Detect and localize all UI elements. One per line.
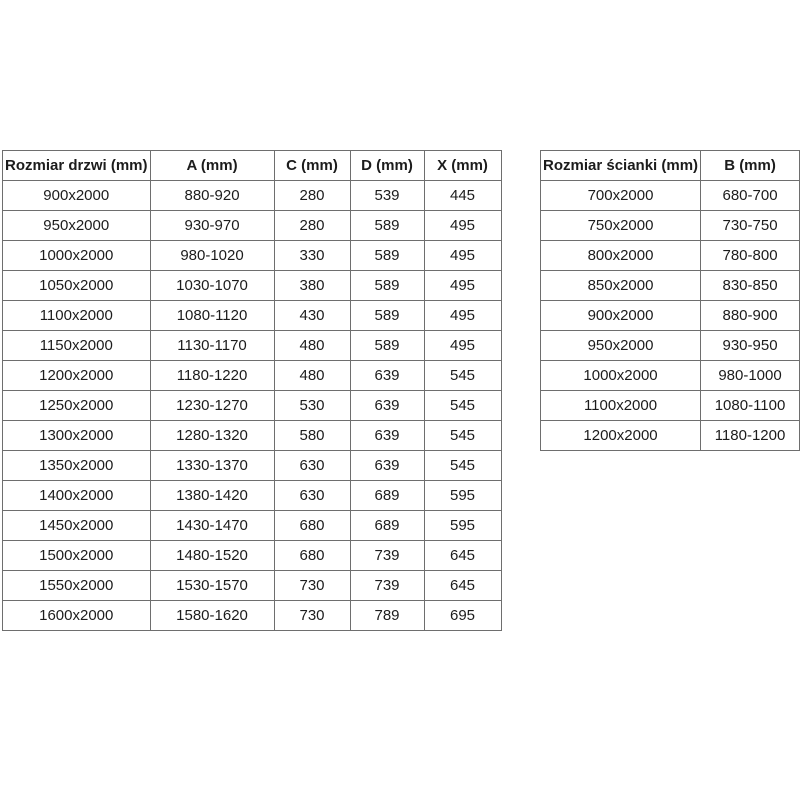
table-cell: 495	[424, 211, 501, 241]
table-row	[541, 391, 800, 421]
table-cell: 445	[424, 181, 501, 211]
table-row	[541, 211, 800, 241]
table-cell: 1050x2000	[3, 271, 151, 301]
table-cell: 280	[274, 181, 350, 211]
table-cell: 800x2000	[541, 241, 701, 271]
table-cell: 589	[350, 271, 424, 301]
table-cell: 430	[274, 301, 350, 331]
table-cell: 930-950	[701, 331, 800, 361]
table-row	[541, 331, 800, 361]
table-cell: 789	[350, 601, 424, 631]
table-cell: 545	[424, 361, 501, 391]
table-cell: 695	[424, 601, 501, 631]
table-cell: 750x2000	[541, 211, 701, 241]
table-row	[3, 571, 502, 601]
table-cell: 950x2000	[541, 331, 701, 361]
table-cell: 850x2000	[541, 271, 701, 301]
table-cell: 1300x2000	[3, 421, 151, 451]
table-cell: 1180-1220	[150, 361, 274, 391]
table-cell: 480	[274, 361, 350, 391]
table-cell: 1000x2000	[3, 241, 151, 271]
table-row	[3, 241, 502, 271]
table-cell: 700x2000	[541, 181, 701, 211]
table-cell: 689	[350, 511, 424, 541]
table-cell: 380	[274, 271, 350, 301]
doors-size-table-container	[2, 150, 502, 631]
table-cell: 480	[274, 331, 350, 361]
column-header-a: A (mm)	[150, 151, 274, 181]
table-cell: 545	[424, 451, 501, 481]
walls-table-body	[541, 181, 800, 451]
table-cell: 1100x2000	[541, 391, 701, 421]
table-cell: 589	[350, 301, 424, 331]
table-cell: 595	[424, 481, 501, 511]
table-cell: 1530-1570	[150, 571, 274, 601]
table-cell: 980-1000	[701, 361, 800, 391]
table-cell: 730-750	[701, 211, 800, 241]
table-row	[3, 361, 502, 391]
table-cell: 495	[424, 331, 501, 361]
table-cell: 880-920	[150, 181, 274, 211]
table-cell: 1450x2000	[3, 511, 151, 541]
table-row	[3, 331, 502, 361]
table-cell: 780-800	[701, 241, 800, 271]
table-cell: 539	[350, 181, 424, 211]
table-cell: 1150x2000	[3, 331, 151, 361]
walls-header-row	[541, 151, 800, 181]
table-cell: 1100x2000	[3, 301, 151, 331]
table-row	[541, 181, 800, 211]
table-cell: 639	[350, 451, 424, 481]
table-cell: 1250x2000	[3, 391, 151, 421]
doors-table-body	[3, 181, 502, 631]
table-row	[3, 271, 502, 301]
walls-size-table	[540, 150, 800, 451]
column-header-door-size: Rozmiar drzwi (mm)	[3, 151, 151, 181]
table-cell: 595	[424, 511, 501, 541]
table-cell: 739	[350, 541, 424, 571]
table-cell: 1180-1200	[701, 421, 800, 451]
table-cell: 900x2000	[3, 181, 151, 211]
table-row	[3, 211, 502, 241]
table-cell: 980-1020	[150, 241, 274, 271]
column-header-b: B (mm)	[701, 151, 800, 181]
doors-size-table	[2, 150, 502, 631]
table-row	[3, 511, 502, 541]
table-cell: 1280-1320	[150, 421, 274, 451]
table-row	[541, 421, 800, 451]
table-row	[541, 361, 800, 391]
table-cell: 1200x2000	[3, 361, 151, 391]
walls-size-table-container	[540, 150, 800, 451]
table-cell: 730	[274, 601, 350, 631]
table-cell: 680	[274, 541, 350, 571]
table-cell: 1330-1370	[150, 451, 274, 481]
table-cell: 1080-1100	[701, 391, 800, 421]
column-header-d: D (mm)	[350, 151, 424, 181]
table-cell: 280	[274, 211, 350, 241]
table-cell: 495	[424, 301, 501, 331]
table-cell: 639	[350, 391, 424, 421]
table-cell: 639	[350, 421, 424, 451]
table-cell: 689	[350, 481, 424, 511]
table-cell: 645	[424, 541, 501, 571]
table-row	[3, 421, 502, 451]
table-cell: 1080-1120	[150, 301, 274, 331]
table-cell: 589	[350, 241, 424, 271]
table-row	[3, 451, 502, 481]
table-cell: 830-850	[701, 271, 800, 301]
table-cell: 1200x2000	[541, 421, 701, 451]
table-cell: 630	[274, 451, 350, 481]
table-cell: 680-700	[701, 181, 800, 211]
table-cell: 1550x2000	[3, 571, 151, 601]
table-cell: 1580-1620	[150, 601, 274, 631]
table-row	[3, 391, 502, 421]
table-cell: 950x2000	[3, 211, 151, 241]
table-cell: 495	[424, 271, 501, 301]
table-cell: 1130-1170	[150, 331, 274, 361]
table-cell: 1230-1270	[150, 391, 274, 421]
table-row	[3, 301, 502, 331]
table-row	[3, 481, 502, 511]
table-cell: 1350x2000	[3, 451, 151, 481]
table-row	[541, 241, 800, 271]
table-cell: 495	[424, 241, 501, 271]
table-cell: 930-970	[150, 211, 274, 241]
table-cell: 1430-1470	[150, 511, 274, 541]
table-cell: 739	[350, 571, 424, 601]
table-row	[3, 601, 502, 631]
table-cell: 639	[350, 361, 424, 391]
column-header-c: C (mm)	[274, 151, 350, 181]
table-cell: 680	[274, 511, 350, 541]
table-cell: 589	[350, 211, 424, 241]
table-cell: 1600x2000	[3, 601, 151, 631]
table-cell: 730	[274, 571, 350, 601]
table-cell: 1380-1420	[150, 481, 274, 511]
table-cell: 880-900	[701, 301, 800, 331]
table-cell: 1400x2000	[3, 481, 151, 511]
table-cell: 589	[350, 331, 424, 361]
table-cell: 545	[424, 391, 501, 421]
table-cell: 530	[274, 391, 350, 421]
table-cell: 630	[274, 481, 350, 511]
table-cell: 1000x2000	[541, 361, 701, 391]
doors-header-row	[3, 151, 502, 181]
table-cell: 580	[274, 421, 350, 451]
table-cell: 545	[424, 421, 501, 451]
table-row	[541, 271, 800, 301]
table-cell: 645	[424, 571, 501, 601]
table-cell: 1030-1070	[150, 271, 274, 301]
column-header-wall-size: Rozmiar ścianki (mm)	[541, 151, 701, 181]
table-row	[3, 541, 502, 571]
table-cell: 330	[274, 241, 350, 271]
table-cell: 1500x2000	[3, 541, 151, 571]
table-row	[541, 301, 800, 331]
table-cell: 900x2000	[541, 301, 701, 331]
column-header-x: X (mm)	[424, 151, 501, 181]
table-cell: 1480-1520	[150, 541, 274, 571]
table-row	[3, 181, 502, 211]
